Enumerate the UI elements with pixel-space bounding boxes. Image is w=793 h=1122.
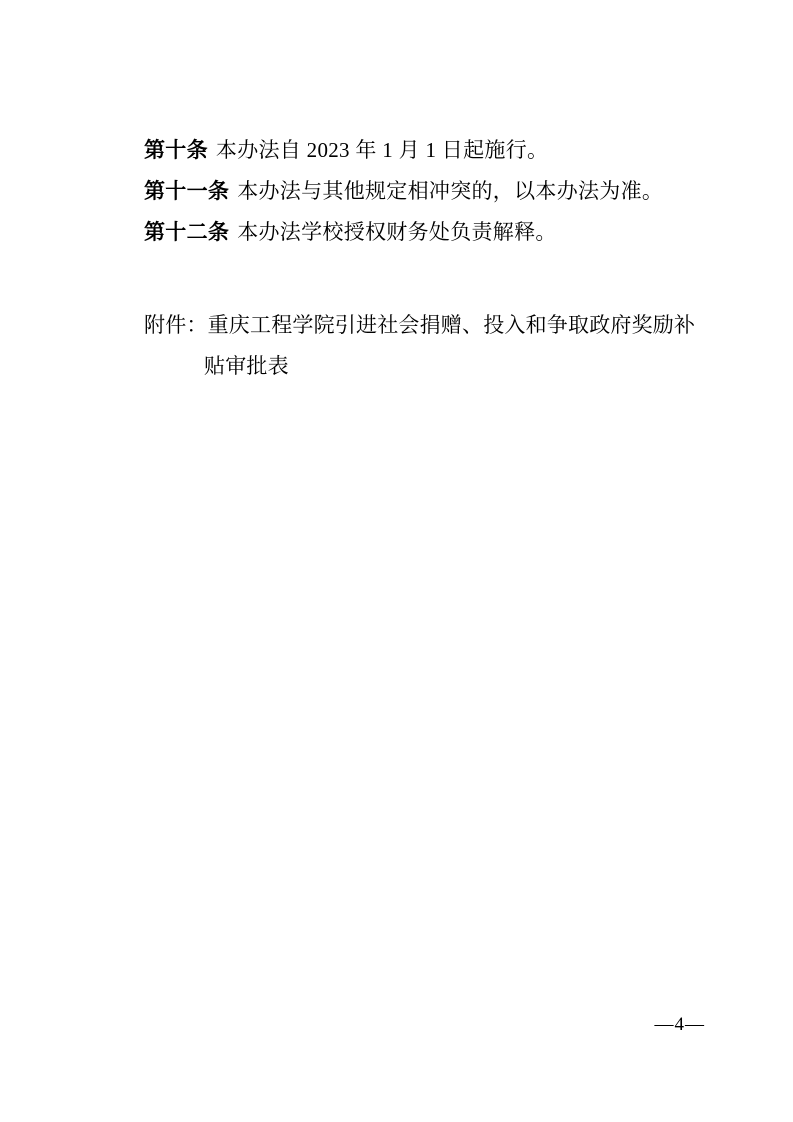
article-text: 本办法自 2023 年 1 月 1 日起施行。 bbox=[215, 138, 549, 162]
article-text: 本办法学校授权财务处负责解释。 bbox=[237, 220, 557, 244]
page-number: —4— bbox=[654, 1014, 705, 1035]
article-text: 本办法与其他规定相冲突的，以本办法为准。 bbox=[237, 179, 664, 203]
article-row bbox=[144, 130, 704, 171]
article-label: 第十二条 bbox=[144, 220, 230, 244]
document-body bbox=[144, 130, 704, 387]
attachment-line-2: 贴审批表 bbox=[204, 354, 289, 378]
article-row bbox=[144, 212, 704, 253]
attachment-line-1: 附件：重庆工程学院引进社会捐赠、投入和争取政府奖励补 bbox=[144, 313, 696, 337]
article-label: 第十条 bbox=[144, 138, 208, 162]
attachment-block bbox=[144, 305, 704, 387]
article-label: 第十一条 bbox=[144, 179, 230, 203]
article-row bbox=[144, 171, 704, 212]
